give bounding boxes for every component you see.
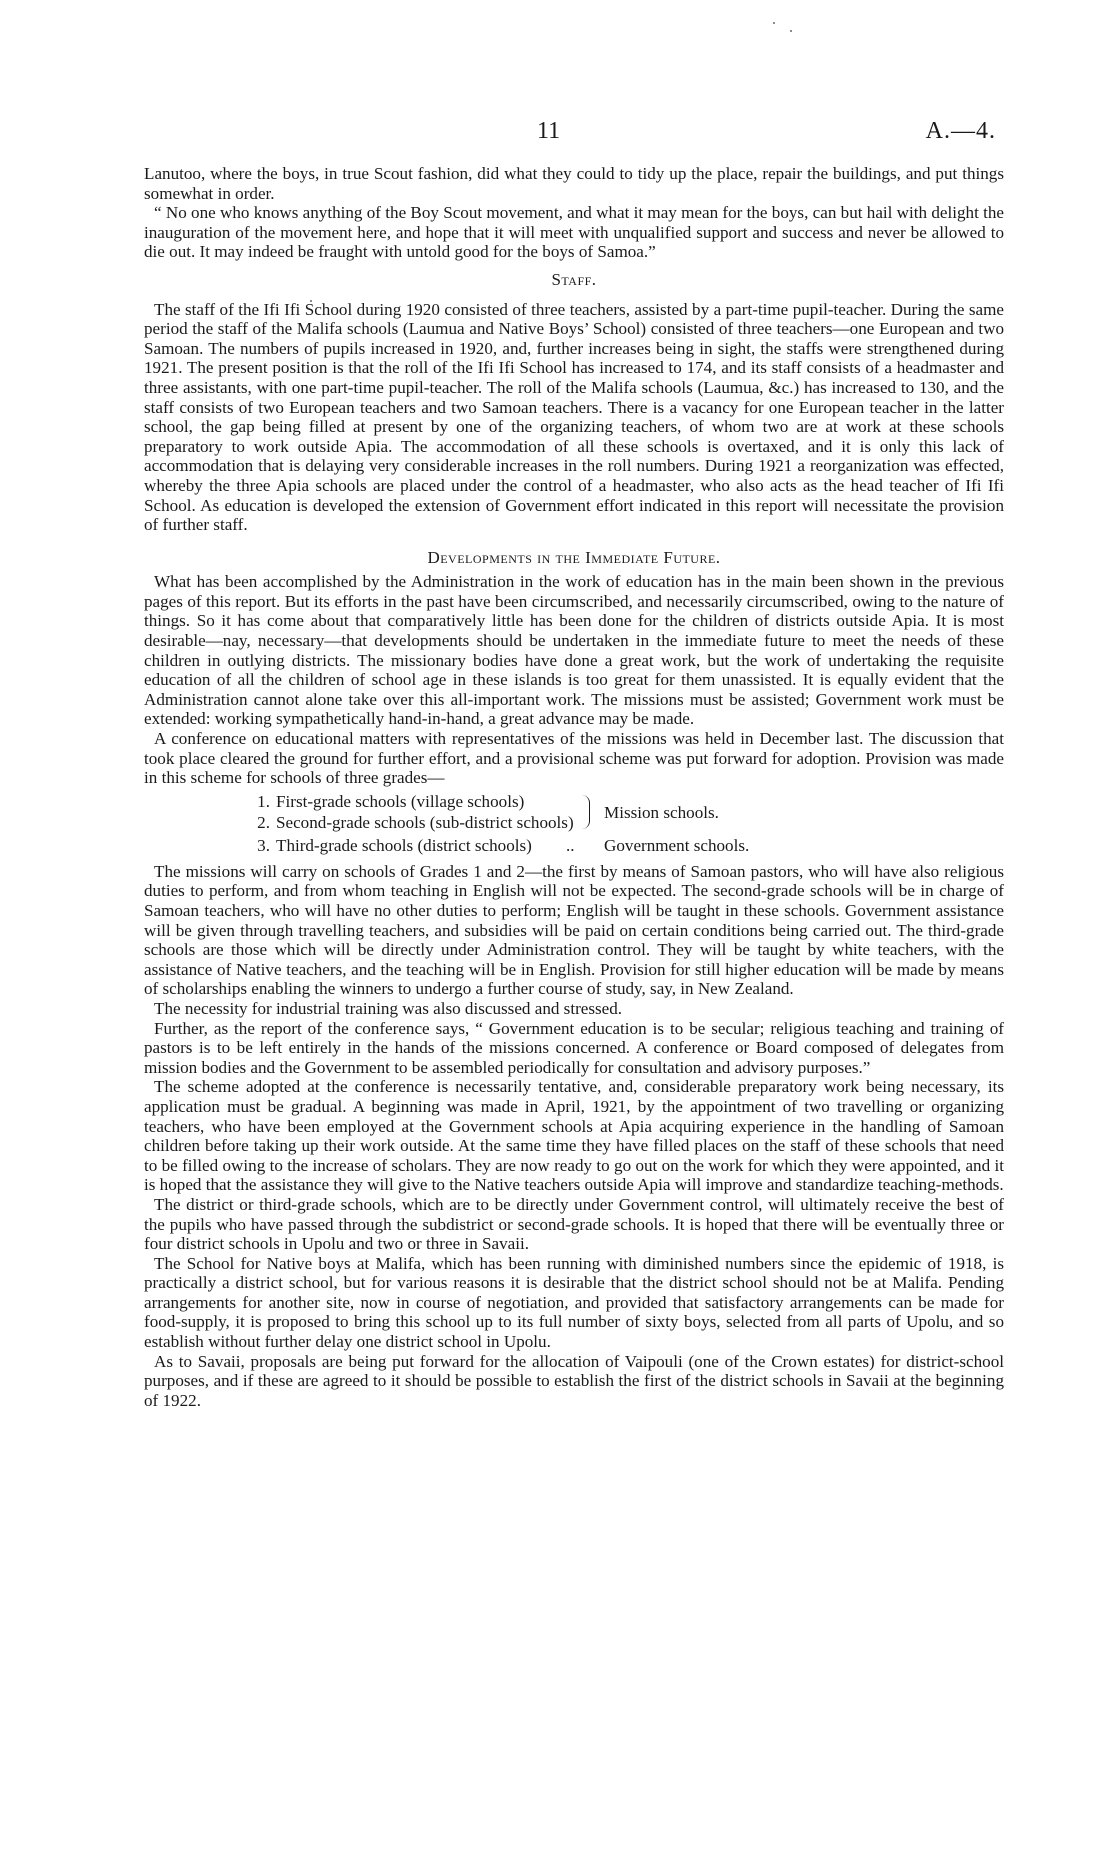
document-reference: A.—4. xyxy=(925,118,996,144)
scan-speck xyxy=(773,22,775,24)
paragraph: The scheme adopted at the conference is necessarily tentative, and, considerable preparatory work being necessary, its application must be gradual. A beginning was made in April, 1921, by the appointment of two travelling or organizing teachers, who have been employed at the Government schools at Apia acquiring experience in the handling of Samoan children before taking up their work outside. At the same time they have filled places on the staff of these schools that need to be filled owing to the increase of scholars. They are now ready to go out on the work for which they were appointed, and it is hoped that the assistance they will give to the Native teachers outside Apia will improve and standardize teaching-methods. xyxy=(144,1077,1004,1195)
section-heading-developments: Developments in the Immediate Future. xyxy=(427,547,721,567)
paragraph: A conference on educational matters with representatives of the missions was held in December last. The discussion that took place cleared the ground for further effort, and a provisional scheme was put forward for adoption. Provision was made in this scheme for schools of three grades— xyxy=(144,729,1004,788)
list-item xyxy=(240,792,524,812)
grade-type-mission: Mission schools. xyxy=(604,802,719,822)
grade-type-government: Government schools. xyxy=(604,835,750,855)
paragraph: Lanutoo, where the boys, in true Scout fashion, did what they could to tidy up the place, repair the buildings, and put things somewhat in order. xyxy=(144,164,1004,203)
list-item-number: 3. xyxy=(257,835,270,855)
list-item-label: First-grade schools (village schools) xyxy=(276,791,525,811)
section-heading-staff: Staff. xyxy=(551,269,597,289)
paragraph: Further, as the report of the conference says, “ Government education is to be secular; religious teaching and training of pastors is to be left entirely in the hands of the missions concerned. A conference or Board composed of delegates from mission bodies and the Government to be assembled periodically for consultation and advisory purposes.” xyxy=(144,1018,1004,1077)
list-item-label: Second-grade schools (sub-district schools) xyxy=(276,812,574,832)
paragraph: The missions will carry on schools of Grades 1 and 2—the first by means of Samoan pastors, who will have also religious duties to perform, and from whom teaching in English will not be expected. The second-grade schools will be in charge of Samoan teachers, who will have no other duties to perform; English will be taught in these schools. Government assistance will be given through travelling teachers, and subsidies will be paid on certain conditions being carried out. The third-grade schools are those which will be directly under Administration control. They will be taught by white teachers, with the assistance of Native teachers, and the teaching will be in English. Provision for still higher education will be made by means of scholarships enabling the winners to undergo a further course of study, say, in New Zealand. xyxy=(144,861,1004,999)
paragraph: The School for Native boys at Malifa, which has been running with diminished numbers since the epidemic of 1918, is practically a district school, but for various reasons it is desirable that the district school should not be at Malifa. Pending arrangements for another site, now in course of negotiation, and provided that satisfactory arrangements can be made for food-supply, it is proposed to bring this school up to its full number of sixty boys, selected from all parts of Upolu, and so establish without further delay one district school in Upolu. xyxy=(144,1253,1004,1352)
list-item-number: 1. xyxy=(257,791,270,811)
list-item xyxy=(240,813,574,833)
paragraph: As to Savaii, proposals are being put forward for the allocation of Vaipouli (one of the Crown estates) for district-school purposes, and if these are agreed to it should be possible to establish the first of the district schools in Savaii at the beginning of 1922. xyxy=(144,1351,1004,1410)
school-grades-list xyxy=(144,792,1004,858)
list-item xyxy=(240,836,532,856)
list-item-number: 2. xyxy=(257,812,270,832)
leader-dots: .. xyxy=(566,835,575,855)
scan-speck xyxy=(790,30,792,32)
paragraph: “ No one who knows anything of the Boy Scout movement, and what it may mean for the boys, can but hail with delight the inauguration of the movement here, and hope that it will meet with unqualified support and success and never be allowed to die out. It may indeed be fraught with untold good for the boys of Samoa.” xyxy=(144,203,1004,262)
brace-icon xyxy=(582,795,590,829)
paragraph: The necessity for industrial training was also discussed and stressed. xyxy=(154,998,623,1018)
paragraph: The staff of the Ifi Ifi School during 1920 consisted of three teachers, assisted by a part-time pupil-teacher. During the same period the staff of the Malifa schools (Laumua and Native Boys’ School) consisted of three teachers—one European and two Samoan. The numbers of pupils increased in 1920, and, further increases being in sight, the staffs were strengthened during 1921. The present position is that the roll of the Ifi Ifi School has increased to 174, and its staff consists of a headmaster and three assistants, with one part-time pupil-teacher. The roll of the Malifa schools (Laumua, &c.) has increased to 130, and the staff consists of two European teachers and two Samoan teachers. There is a vacancy for one European teacher in the latter school, the gap being filled at present by one of the organizing teachers, of whom two are at work at these schools preparatory to work outside Apia. The accommodation of all these schools is overtaxed, and it is only this lack of accommodation that is delaying very considerable increases in the roll numbers. During 1921 a reorganization was effected, whereby the three Apia schools are placed under the control of a headmaster, who also acts as the head teacher of Ifi Ifi School. As education is developed the extension of Government effort indicated in this report will necessitate the provision of further staff. xyxy=(144,299,1004,535)
body-text xyxy=(144,164,1004,1410)
page-header xyxy=(0,118,1114,152)
paragraph: The district or third-grade schools, which are to be directly under Government control, will ultimately receive the best of the pupils who have passed through the subdistrict or second-grade schools. It is hoped that there will be eventually three or four district schools in Upolu and two or three in Savaii. xyxy=(144,1194,1004,1254)
list-item-label: Third-grade schools (district schools) xyxy=(276,835,532,855)
page-number: 11 xyxy=(537,118,561,144)
paragraph: What has been accomplished by the Administration in the work of education has in the main been shown in the previous pages of this report. But its efforts in the past have been circumscribed, and necessarily circumscribed, owing to the nature of things. So it has come about that comparatively little has been done for the children of districts outside Apia. It is most desirable—nay, necessary—that developments should be undertaken in the immediate future to meet the needs of these children in outlying districts. The missionary bodies have done a great work, but the work of undertaking the requisite education of all the children of school age in these islands is too great for them unassisted. It is equally evident that the Administration cannot alone take over this all-important work. The missions must be assisted; Government work must be extended: working sympathetically hand-in-hand, a great advance may be made. xyxy=(144,572,1004,729)
